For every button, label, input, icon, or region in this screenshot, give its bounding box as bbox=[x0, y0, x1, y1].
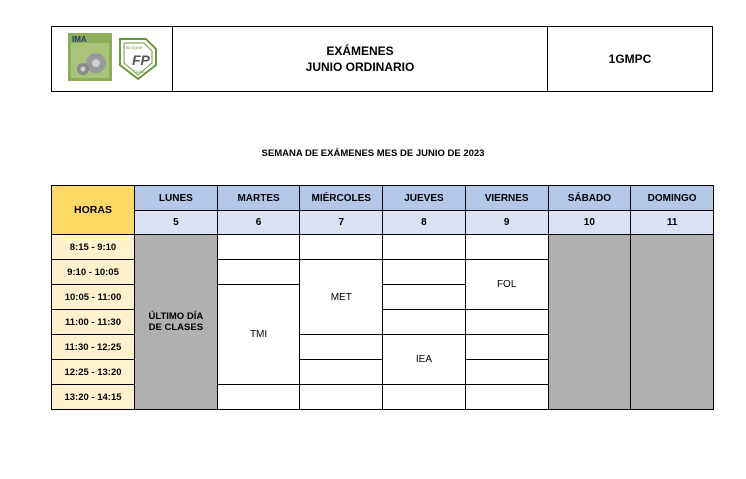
title-line-1: EXÁMENES bbox=[326, 44, 394, 58]
lunes-blocked-cell bbox=[135, 235, 218, 410]
schedule-cell bbox=[465, 360, 548, 385]
day-header-domingo: DOMINGO bbox=[631, 186, 714, 211]
day-header-viernes: VIERNES bbox=[465, 186, 548, 211]
ima-logo-icon bbox=[68, 33, 112, 81]
hour-slot: 9:10 - 10:05 bbox=[52, 260, 135, 285]
day-number-viernes: 9 bbox=[465, 211, 548, 235]
day-number-martes: 6 bbox=[217, 211, 300, 235]
schedule-cell bbox=[217, 235, 300, 260]
schedule-cell bbox=[300, 385, 383, 410]
svg-text:IMA: IMA bbox=[72, 35, 87, 44]
schedule-cell bbox=[300, 335, 383, 360]
day-number-jueves: 8 bbox=[383, 211, 466, 235]
title-line-2: JUNIO ORDINARIO bbox=[305, 60, 415, 74]
sabado-blocked-cell bbox=[548, 235, 631, 410]
schedule-cell bbox=[383, 285, 466, 310]
day-number-domingo: 11 bbox=[631, 211, 714, 235]
hours-header: HORAS bbox=[52, 186, 135, 235]
day-number-sabado: 10 bbox=[548, 211, 631, 235]
hour-slot: 11:00 - 11:30 bbox=[52, 310, 135, 335]
day-number-lunes: 5 bbox=[135, 211, 218, 235]
document-title bbox=[173, 27, 548, 91]
schedule-cell bbox=[465, 310, 548, 335]
hour-slot: 12:25 - 13:20 bbox=[52, 360, 135, 385]
logo-cell bbox=[52, 27, 173, 91]
exam-jueves: IEA bbox=[383, 335, 466, 385]
schedule-cell bbox=[217, 385, 300, 410]
schedule-cell bbox=[465, 335, 548, 360]
fp-dual-logo-icon bbox=[116, 35, 160, 81]
schedule-cell bbox=[383, 310, 466, 335]
svg-text:BLOQUE: BLOQUE bbox=[126, 45, 143, 50]
hour-slot: 13:20 - 14:15 bbox=[52, 385, 135, 410]
day-header-lunes: LUNES bbox=[135, 186, 218, 211]
hour-slot: 11:30 - 12:25 bbox=[52, 335, 135, 360]
schedule-cell bbox=[300, 235, 383, 260]
document-header bbox=[51, 26, 713, 92]
schedule-cell bbox=[300, 360, 383, 385]
group-code: 1GMPC bbox=[608, 52, 652, 66]
exam-martes: TMI bbox=[217, 285, 300, 385]
schedule-cell bbox=[383, 260, 466, 285]
domingo-blocked-cell bbox=[631, 235, 714, 410]
day-header-martes: MARTES bbox=[217, 186, 300, 211]
day-number-miercoles: 7 bbox=[300, 211, 383, 235]
schedule-cell bbox=[383, 235, 466, 260]
exam-miercoles: MET bbox=[300, 260, 383, 335]
schedule-subtitle: SEMANA DE EXÁMENES MES DE JUNIO DE 2023 bbox=[261, 148, 485, 159]
day-header-miercoles: MIÉRCOLES bbox=[300, 186, 383, 211]
exam-viernes: FOL bbox=[465, 260, 548, 310]
hour-slot: 8:15 - 9:10 bbox=[52, 235, 135, 260]
last-class-day-note: ÚLTIMO DÍA DE CLASES bbox=[148, 311, 204, 333]
schedule-cell bbox=[217, 260, 300, 285]
exam-schedule-table bbox=[51, 185, 714, 410]
schedule-cell bbox=[465, 235, 548, 260]
schedule-cell bbox=[383, 385, 466, 410]
day-header-jueves: JUEVES bbox=[383, 186, 466, 211]
svg-text:FP: FP bbox=[132, 52, 150, 68]
schedule-cell bbox=[465, 385, 548, 410]
day-header-sabado: SÁBADO bbox=[548, 186, 631, 211]
svg-text:DUAL: DUAL bbox=[134, 69, 145, 74]
hour-slot: 10:05 - 11:00 bbox=[52, 285, 135, 310]
